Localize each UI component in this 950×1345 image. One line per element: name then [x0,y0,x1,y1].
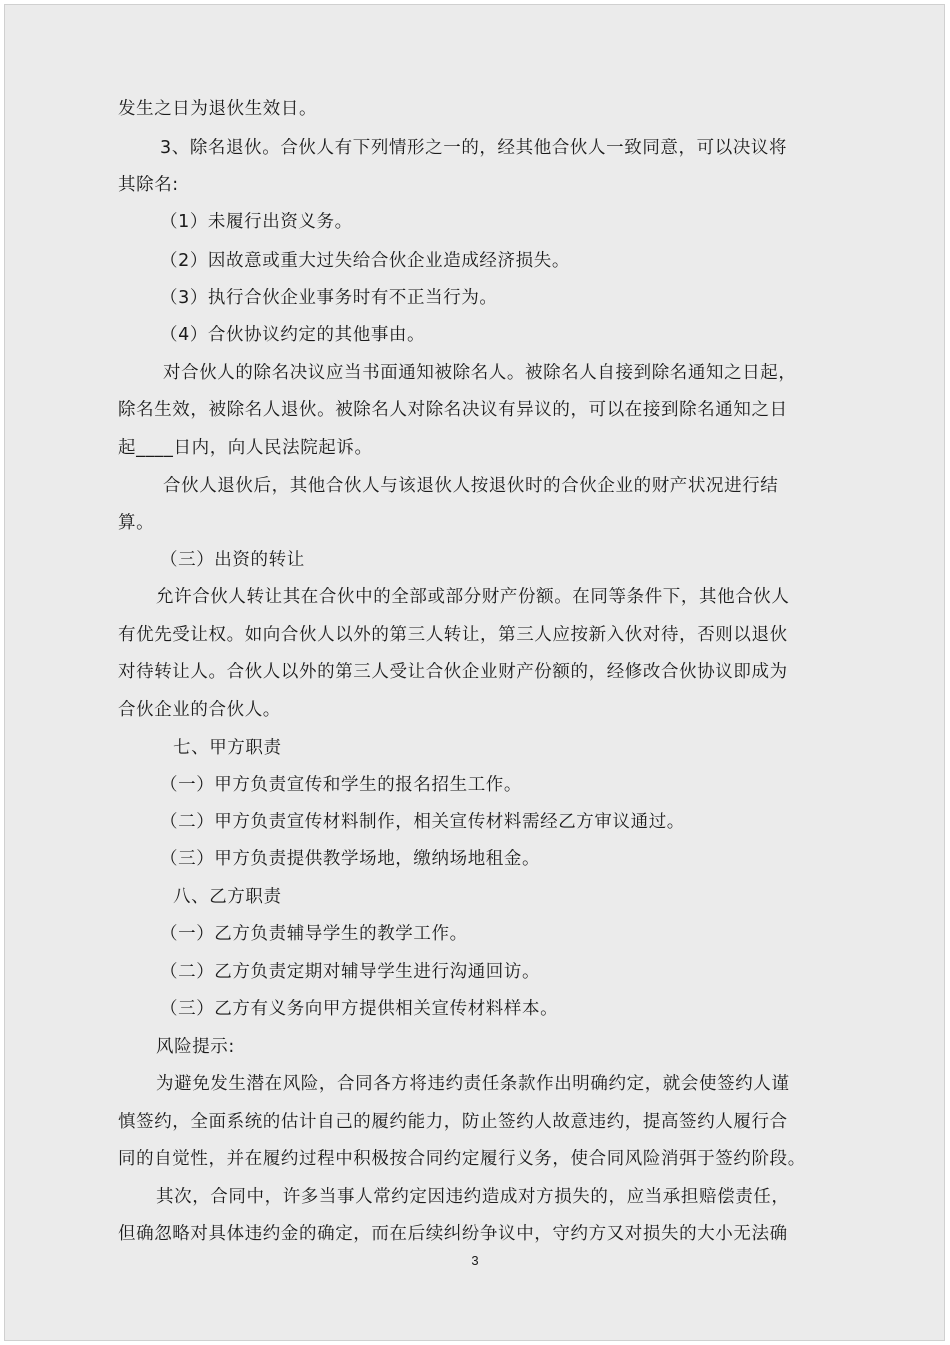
text-line: 对合伙人的除名决议应当书面通知被除名人。被除名人自接到除名通知之日起， [163,363,797,383]
list-item: （1）未履行出资义务。 [160,212,353,232]
list-item: （二）乙方负责定期对辅导学生进行沟通回访。 [160,962,541,982]
section-heading: 八、乙方职责 [173,887,282,907]
text-line: 起____日内，向人民法院起诉。 [118,438,373,458]
text-line: 发生之日为退伙生效日。 [118,99,318,119]
list-item: （二）甲方负责宣传材料制作，相关宣传材料需经乙方审议通过。 [160,812,685,832]
list-item: （一）甲方负责宣传和学生的报名招生工作。 [160,775,522,795]
text-line: 为避免发生潜在风险，合同各方将违约责任条款作出明确约定，就会使签约人谨 [156,1074,790,1094]
section-heading: 风险提示: [156,1037,235,1057]
text-line: 3、除名退伙。合伙人有下列情形之一的，经其他合伙人一致同意，可以决议将 [160,138,788,158]
text-line: 慎签约，全面系统的估计自己的履约能力，防止签约人故意违约，提高签约人履行合 [118,1112,788,1132]
section-heading: （三）出资的转让 [160,550,305,570]
text-line: 算。 [118,513,155,533]
list-item: （3）执行合伙企业事务时有不正当行为。 [160,288,498,308]
text-line: 合伙企业的合伙人。 [118,700,281,720]
text-line: 其次，合同中，许多当事人常约定因违约造成对方损失的，应当承担赔偿责任， [156,1187,790,1207]
text-line: 其除名: [118,175,179,195]
list-item: （4）合伙协议约定的其他事由。 [160,325,426,345]
text-line: 对待转让人。合伙人以外的第三人受让合伙企业财产份额的，经修改合伙协议即成为 [118,662,788,682]
page-number: 3 [471,1253,479,1268]
section-heading: 七、甲方职责 [173,738,282,758]
list-item: （一）乙方负责辅导学生的教学工作。 [160,924,468,944]
text-line: 同的自觉性，并在履约过程中积极按合同约定履行义务，使合同风险消弭于签约阶段。 [118,1149,806,1169]
text-line: 除名生效，被除名人退伙。被除名人对除名决议有异议的，可以在接到除名通知之日 [118,400,788,420]
text-line: 合伙人退伙后，其他合伙人与该退伙人按退伙时的合伙企业的财产状况进行结 [163,476,779,496]
list-item: （三）甲方负责提供教学场地，缴纳场地租金。 [160,849,541,869]
text-line: 有优先受让权。如向合伙人以外的第三人转让，第三人应按新入伙对待，否则以退伙 [118,625,788,645]
text-line: 但确忽略对具体违约金的确定，而在后续纠纷争议中，守约方又对损失的大小无法确 [118,1224,788,1244]
list-item: （2）因故意或重大过失给合伙企业造成经济损失。 [160,251,570,271]
list-item: （三）乙方有义务向甲方提供相关宣传材料样本。 [160,999,559,1019]
text-line: 允许合伙人转让其在合伙中的全部或部分财产份额。在同等条件下，其他合伙人 [156,587,790,607]
